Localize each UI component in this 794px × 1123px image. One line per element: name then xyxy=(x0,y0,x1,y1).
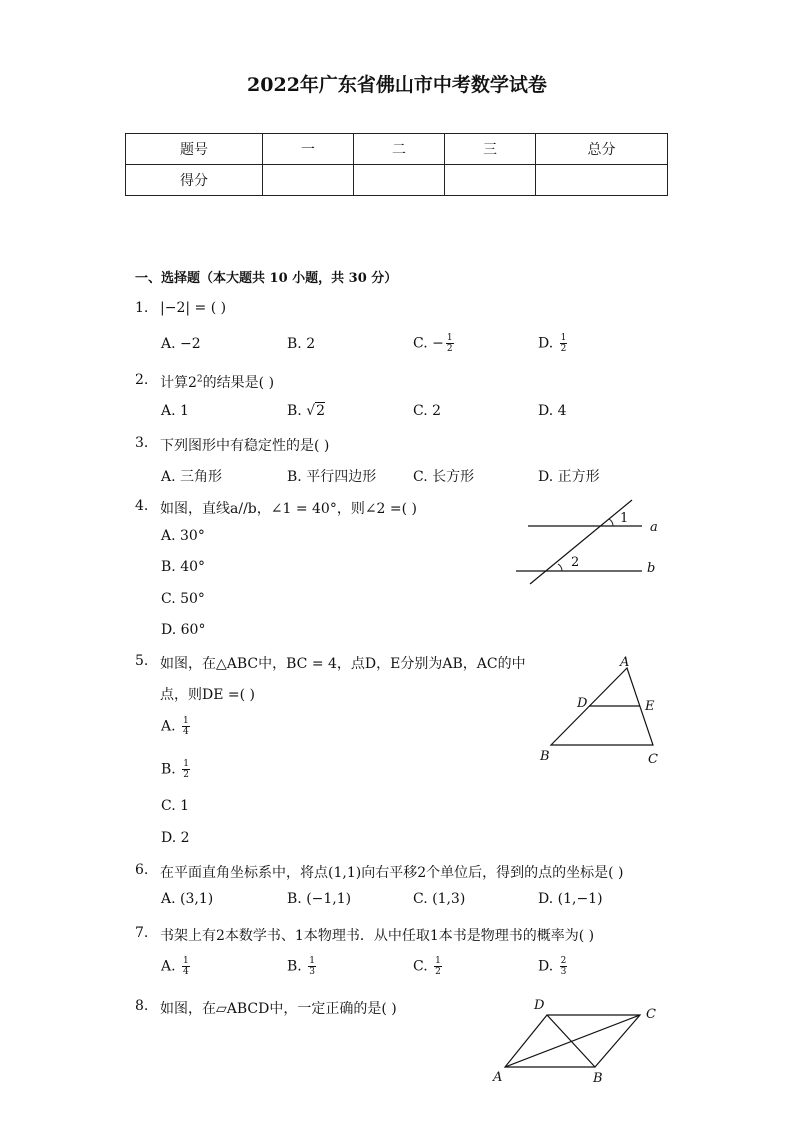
fraction xyxy=(560,956,568,977)
page-title: 2022年广东省佛山市中考数学试卷 xyxy=(247,74,547,96)
option-d[interactable]: D. 正方形 xyxy=(538,469,600,485)
fraction xyxy=(182,716,190,737)
option-a[interactable] xyxy=(161,956,190,977)
section-heading: 一、选择题（本大题共 10 小题，共 30 分） xyxy=(135,271,398,286)
denominator: 3 xyxy=(309,967,315,977)
angle-1-arc xyxy=(609,519,613,526)
denominator: 2 xyxy=(183,770,189,780)
option-c[interactable] xyxy=(413,956,442,977)
option-d[interactable]: D. (1,−1) xyxy=(538,891,603,907)
vertex-b-label: B xyxy=(593,1071,603,1086)
numerator: 1 xyxy=(435,956,441,966)
question-number: 5. xyxy=(135,653,149,669)
option-label: B. xyxy=(287,958,307,975)
option-label: B. xyxy=(161,761,181,778)
option-b[interactable]: B. √2 xyxy=(287,403,326,419)
question-text-line1: 如图，在△ABC中，BC = 4，点D，E分别为AB，AC的中 xyxy=(160,656,526,672)
option-c[interactable]: C. 2 xyxy=(413,403,442,419)
option-a[interactable]: A. 三角形 xyxy=(161,469,223,485)
denominator: 4 xyxy=(183,727,189,737)
option-label: A. xyxy=(161,718,181,735)
denominator: 3 xyxy=(560,967,567,977)
point-d-label: D xyxy=(577,696,588,711)
option-label: B. xyxy=(287,403,307,419)
numerator: 1 xyxy=(560,333,567,343)
vertex-a-label: A xyxy=(620,655,630,670)
table-row xyxy=(126,165,668,196)
vertex-c-label: C xyxy=(646,1007,656,1022)
numerator: 1 xyxy=(183,716,189,726)
option-a[interactable]: A. (3,1) xyxy=(161,891,214,907)
option-b[interactable] xyxy=(161,759,190,780)
option-label: A. xyxy=(161,958,181,975)
sqrt-radicand: 2 xyxy=(316,403,326,419)
question-number: 1. xyxy=(135,300,149,316)
table-header-cell: 一 xyxy=(263,134,354,165)
option-d[interactable] xyxy=(538,333,567,354)
option-b[interactable]: B. 2 xyxy=(287,336,316,352)
option-d[interactable]: D. 2 xyxy=(161,830,190,846)
angle-2-label: 2 xyxy=(571,555,580,570)
score-cell[interactable] xyxy=(536,165,668,196)
question-text: 书架上有2本数学书、1本物理书．从中任取1本书是物理书的概率为( ) xyxy=(160,928,595,944)
option-c[interactable] xyxy=(413,333,454,354)
vertex-d-label: D xyxy=(534,998,545,1013)
fraction xyxy=(308,956,316,977)
fraction xyxy=(182,956,190,977)
question-number: 4. xyxy=(135,498,149,514)
fraction xyxy=(446,333,454,354)
diagonal-bd xyxy=(547,1015,595,1067)
table-row-label: 得分 xyxy=(126,165,263,196)
score-cell[interactable] xyxy=(445,165,536,196)
option-label: D. xyxy=(538,335,558,352)
score-table xyxy=(125,133,668,196)
question-text: 如图，直线a//b，∠1 = 40°，则∠2 =( ) xyxy=(160,501,418,517)
parallelogram-abcd-figure xyxy=(490,995,665,1090)
denominator: 2 xyxy=(435,967,441,977)
angle-1-label: 1 xyxy=(620,511,629,526)
question-text: 下列图形中有稳定性的是( ) xyxy=(160,438,330,454)
numerator: 2 xyxy=(560,956,567,966)
question-text-line2: 点，则DE =( ) xyxy=(160,687,255,703)
option-d[interactable]: D. 4 xyxy=(538,403,567,419)
option-c[interactable]: C. 50° xyxy=(161,591,205,607)
option-label: C. − xyxy=(413,335,444,352)
fraction xyxy=(560,333,568,354)
option-a[interactable]: A. −2 xyxy=(161,336,201,352)
option-b[interactable]: B. (−1,1) xyxy=(287,891,352,907)
score-cell[interactable] xyxy=(263,165,354,196)
option-d[interactable]: D. 60° xyxy=(161,622,206,638)
option-label: D. xyxy=(538,958,558,975)
question-text: 如图，在▱ABCD中，一定正确的是( ) xyxy=(160,1001,397,1017)
question-number: 3. xyxy=(135,435,149,451)
option-b[interactable] xyxy=(287,956,316,977)
angle-2-arc xyxy=(558,564,562,571)
denominator: 2 xyxy=(446,344,453,354)
vertex-a-label: A xyxy=(493,1070,503,1085)
table-header-cell: 题号 xyxy=(126,134,263,165)
triangle-abc-figure xyxy=(530,650,670,775)
question-number: 8. xyxy=(135,998,149,1014)
option-label: C. xyxy=(413,958,433,975)
vertex-c-label: C xyxy=(648,752,658,767)
option-a[interactable]: A. 1 xyxy=(161,403,189,419)
numerator: 1 xyxy=(183,956,189,966)
vertex-b-label: B xyxy=(540,749,550,764)
question-text: |−2| = ( ) xyxy=(160,300,227,316)
option-a[interactable] xyxy=(161,716,190,737)
parallel-lines-figure xyxy=(510,495,670,590)
question-text: 在平面直角坐标系中，将点(1,1)向右平移2个单位后，得到的点的坐标是( ) xyxy=(160,865,624,881)
point-e-label: E xyxy=(645,699,655,714)
option-d[interactable] xyxy=(538,956,567,977)
text-part: 的结果是( ) xyxy=(202,375,275,391)
option-b[interactable]: B. 平行四边形 xyxy=(287,469,377,485)
option-c[interactable]: C. (1,3) xyxy=(413,891,466,907)
table-header-cell: 总分 xyxy=(536,134,668,165)
question-number: 6. xyxy=(135,862,149,878)
line-a-label: a xyxy=(650,520,658,535)
question-number: 7. xyxy=(135,925,149,941)
table-header-cell: 二 xyxy=(354,134,445,165)
table-header-cell: 三 xyxy=(445,134,536,165)
question-text xyxy=(160,372,274,392)
score-cell[interactable] xyxy=(354,165,445,196)
option-c[interactable]: C. 长方形 xyxy=(413,469,475,485)
fraction xyxy=(182,759,190,780)
line-b-label: b xyxy=(647,561,656,576)
text-part: 计算2 xyxy=(160,375,197,391)
numerator: 1 xyxy=(309,956,315,966)
fraction xyxy=(434,956,442,977)
option-b[interactable]: B. 40° xyxy=(161,559,206,575)
exponent: 2 xyxy=(196,374,203,385)
numerator: 1 xyxy=(183,759,189,769)
option-a[interactable]: A. 30° xyxy=(161,528,205,544)
denominator: 2 xyxy=(560,344,567,354)
numerator: 1 xyxy=(446,333,453,343)
table-row xyxy=(126,134,668,165)
denominator: 4 xyxy=(183,967,189,977)
question-number: 2. xyxy=(135,372,149,388)
option-c[interactable]: C. 1 xyxy=(161,798,190,814)
